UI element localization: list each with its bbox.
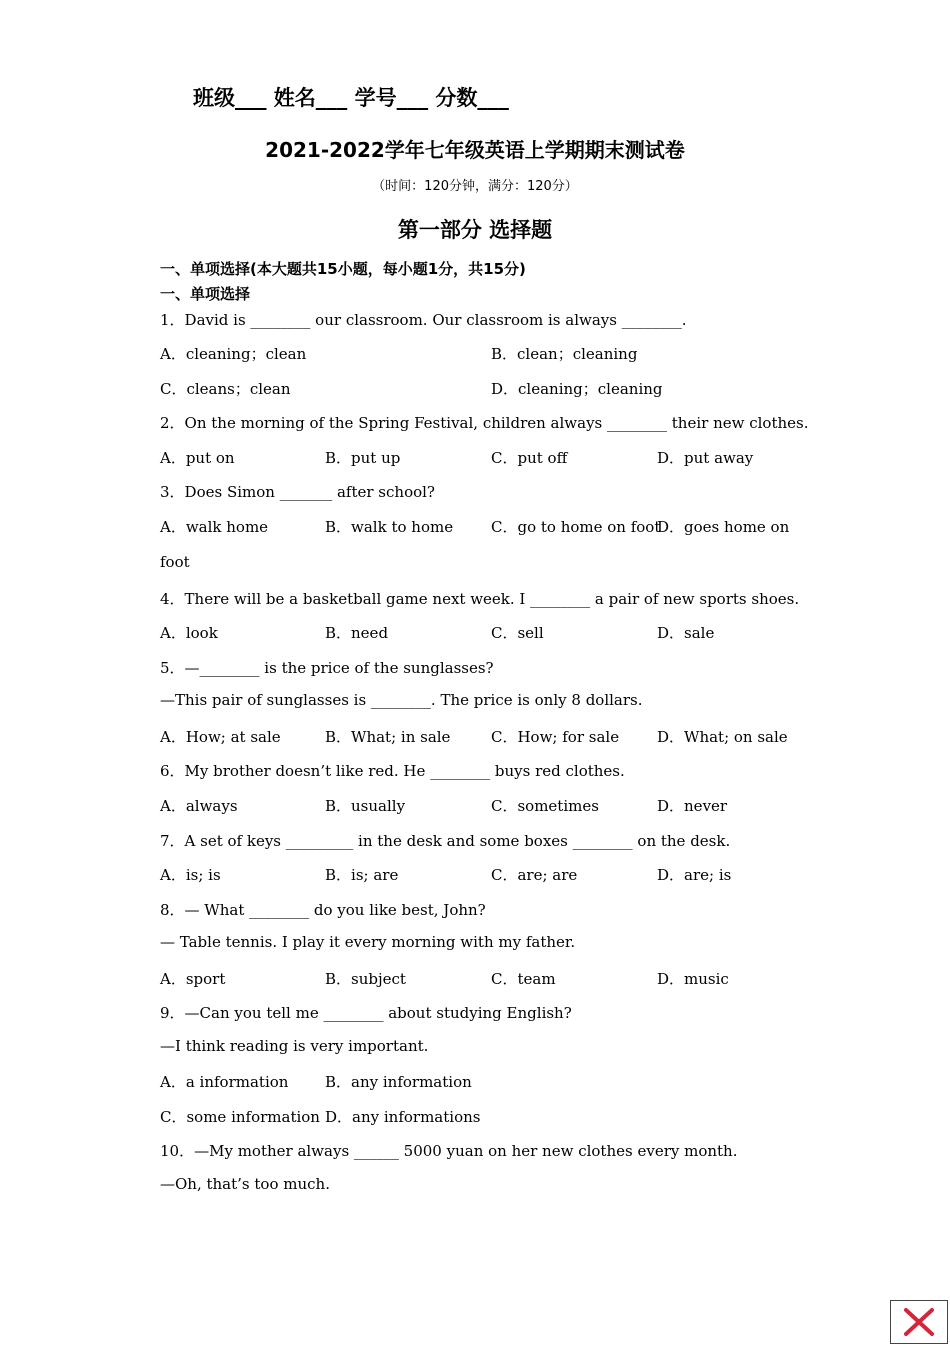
question-10-stem: 10．—My mother always ______ 5000 yuan on her new clothes every month. bbox=[160, 1142, 738, 1160]
question-3-option-a[interactable]: A．walk home bbox=[160, 518, 269, 536]
question-1-option-d[interactable]: D．cleaning；cleaning bbox=[491, 380, 663, 398]
question-2-stem: 2．On the morning of the Spring Festival, children always ________ their new clothes. bbox=[160, 414, 809, 432]
question-2-option-c[interactable]: C．put off bbox=[491, 449, 568, 467]
question-7-option-b[interactable]: B．is; are bbox=[325, 866, 399, 884]
exam-subtitle: （时间：120分钟，满分：120分） bbox=[372, 179, 578, 194]
question-2-option-b[interactable]: B．put up bbox=[325, 449, 401, 467]
question-6-stem: 6．My brother doesn’t like red. He ________ buys red clothes. bbox=[160, 762, 625, 780]
question-10-line-2: —Oh, that’s too much. bbox=[160, 1175, 330, 1193]
question-3-option-d-continued: foot bbox=[160, 553, 190, 571]
question-7-option-a[interactable]: A．is; is bbox=[160, 866, 221, 884]
student-info-line: 班级___ 姓名___ 学号___ 分数___ bbox=[193, 86, 509, 110]
question-1-option-b[interactable]: B．clean；cleaning bbox=[491, 345, 638, 363]
question-1-stem: 1．David is ________ our classroom. Our classroom is always ________. bbox=[160, 311, 687, 329]
question-9-line-2: —I think reading is very important. bbox=[160, 1037, 429, 1055]
question-5-option-c[interactable]: C．How; for sale bbox=[491, 728, 620, 746]
question-4-option-d[interactable]: D．sale bbox=[657, 624, 715, 642]
question-6-option-d[interactable]: D．never bbox=[657, 797, 728, 815]
question-3-option-d[interactable]: D．goes home on bbox=[657, 518, 790, 536]
question-5-option-b[interactable]: B．What; in sale bbox=[325, 728, 451, 746]
part-heading: 第一部分 选择题 bbox=[397, 218, 553, 242]
question-4-option-b[interactable]: B．need bbox=[325, 624, 389, 642]
question-6-option-b[interactable]: B．usually bbox=[325, 797, 406, 815]
question-3-stem: 3．Does Simon _______ after school? bbox=[160, 483, 435, 501]
question-9-option-c[interactable]: C．some information bbox=[160, 1108, 320, 1126]
question-7-option-c[interactable]: C．are; are bbox=[491, 866, 578, 884]
question-3-option-b[interactable]: B．walk to home bbox=[325, 518, 454, 536]
question-5-line-2: —This pair of sunglasses is ________. The price is only 8 dollars. bbox=[160, 691, 643, 709]
question-3-option-c[interactable]: C．go to home on foot bbox=[491, 518, 661, 536]
question-9-option-d[interactable]: D．any informations bbox=[325, 1108, 481, 1126]
section-subheading: 一、单项选择 bbox=[160, 285, 251, 303]
question-9-option-b[interactable]: B．any information bbox=[325, 1073, 472, 1091]
question-5-option-a[interactable]: A．How; at sale bbox=[160, 728, 281, 746]
exam-title: 2021-2022学年七年级英语上学期期末测试卷 bbox=[265, 138, 685, 162]
question-5-option-d[interactable]: D．What; on sale bbox=[657, 728, 788, 746]
close-button[interactable] bbox=[890, 1300, 948, 1344]
question-9-option-a[interactable]: A．a information bbox=[160, 1073, 289, 1091]
question-5-stem: 5．—________ is the price of the sunglasses? bbox=[160, 659, 494, 677]
question-2-option-a[interactable]: A．put on bbox=[160, 449, 235, 467]
question-4-stem: 4．There will be a basketball game next week. I ________ a pair of new sports shoes. bbox=[160, 590, 800, 608]
question-8-option-c[interactable]: C．team bbox=[491, 970, 556, 988]
question-4-option-c[interactable]: C．sell bbox=[491, 624, 544, 642]
question-9-stem: 9．—Can you tell me ________ about studying English? bbox=[160, 1004, 572, 1022]
question-8-line-2: — Table tennis. I play it every morning with my father. bbox=[160, 933, 576, 951]
question-6-option-a[interactable]: A．always bbox=[160, 797, 238, 815]
question-8-stem: 8．— What ________ do you like best, John? bbox=[160, 901, 486, 919]
question-6-option-c[interactable]: C．sometimes bbox=[491, 797, 599, 815]
section-heading: 一、单项选择(本大题共15小题，每小题1分，共15分) bbox=[160, 260, 526, 278]
close-icon bbox=[891, 1301, 947, 1343]
question-8-option-a[interactable]: A．sport bbox=[160, 970, 226, 988]
question-2-option-d[interactable]: D．put away bbox=[657, 449, 754, 467]
question-8-option-b[interactable]: B．subject bbox=[325, 970, 406, 988]
question-1-option-a[interactable]: A．cleaning；clean bbox=[160, 345, 307, 363]
question-1-option-c[interactable]: C．cleans；clean bbox=[160, 380, 291, 398]
question-7-stem: 7．A set of keys _________ in the desk and some boxes ________ on the desk. bbox=[160, 832, 731, 850]
question-8-option-d[interactable]: D．music bbox=[657, 970, 729, 988]
question-7-option-d[interactable]: D．are; is bbox=[657, 866, 732, 884]
question-4-option-a[interactable]: A．look bbox=[160, 624, 218, 642]
